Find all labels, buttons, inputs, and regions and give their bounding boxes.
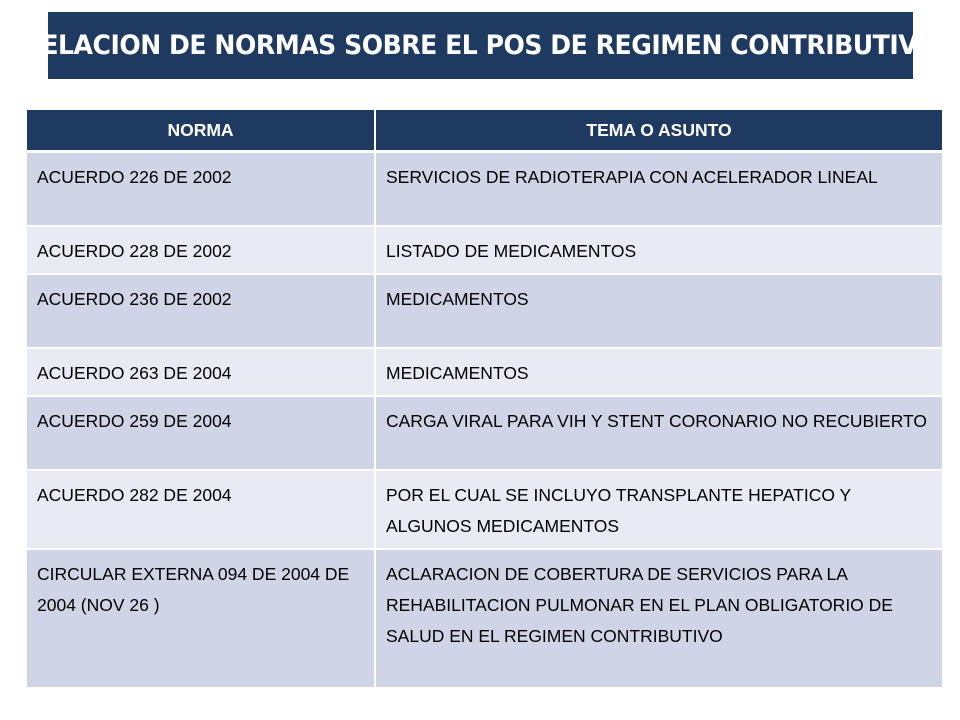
tema-cell: POR EL CUAL SE INCLUYO TRANSPLANTE HEPATICO Y ALGUNOS MEDICAMENTOS — [375, 470, 942, 549]
header-tema: TEMA O ASUNTO — [375, 110, 942, 152]
tema-cell: LISTADO DE MEDICAMENTOS — [375, 226, 942, 274]
norma-cell: ACUERDO 236 DE 2002 — [27, 274, 375, 348]
tema-cell: SERVICIOS DE RADIOTERAPIA CON ACELERADOR LINEAL — [375, 152, 942, 226]
table-row — [27, 470, 942, 549]
norma-cell: ACUERDO 282 DE 2004 — [27, 470, 375, 549]
norma-cell: ACUERDO 226 DE 2002 — [27, 152, 375, 226]
norma-cell: ACUERDO 228 DE 2002 — [27, 226, 375, 274]
tema-cell: ACLARACION DE COBERTURA DE SERVICIOS PARA LA REHABILITACION PULMONAR EN EL PLAN OBLIGATORIO DE SALUD EN EL REGIMEN CONTRIBUTIVO — [375, 549, 942, 688]
tema-cell: MEDICAMENTOS — [375, 274, 942, 348]
table-row — [27, 348, 942, 396]
norms-table — [27, 110, 942, 689]
page-title: RELACION DE NORMAS SOBRE EL POS DE REGIMEN CONTRIBUTIVO — [22, 30, 939, 61]
table-row — [27, 396, 942, 470]
tema-cell: CARGA VIRAL PARA VIH Y STENT CORONARIO NO RECUBIERTO — [375, 396, 942, 470]
norma-cell: ACUERDO 263 DE 2004 — [27, 348, 375, 396]
table-row — [27, 549, 942, 688]
tema-cell: MEDICAMENTOS — [375, 348, 942, 396]
table-row — [27, 274, 942, 348]
norma-cell: ACUERDO 259 DE 2004 — [27, 396, 375, 470]
table-row — [27, 152, 942, 226]
header-norma: NORMA — [27, 110, 375, 152]
norma-cell: CIRCULAR EXTERNA 094 DE 2004 DE 2004 (NOV 26 ) — [27, 549, 375, 688]
table-header-row — [27, 110, 942, 152]
table-row — [27, 226, 942, 274]
title-banner — [22, 12, 939, 79]
